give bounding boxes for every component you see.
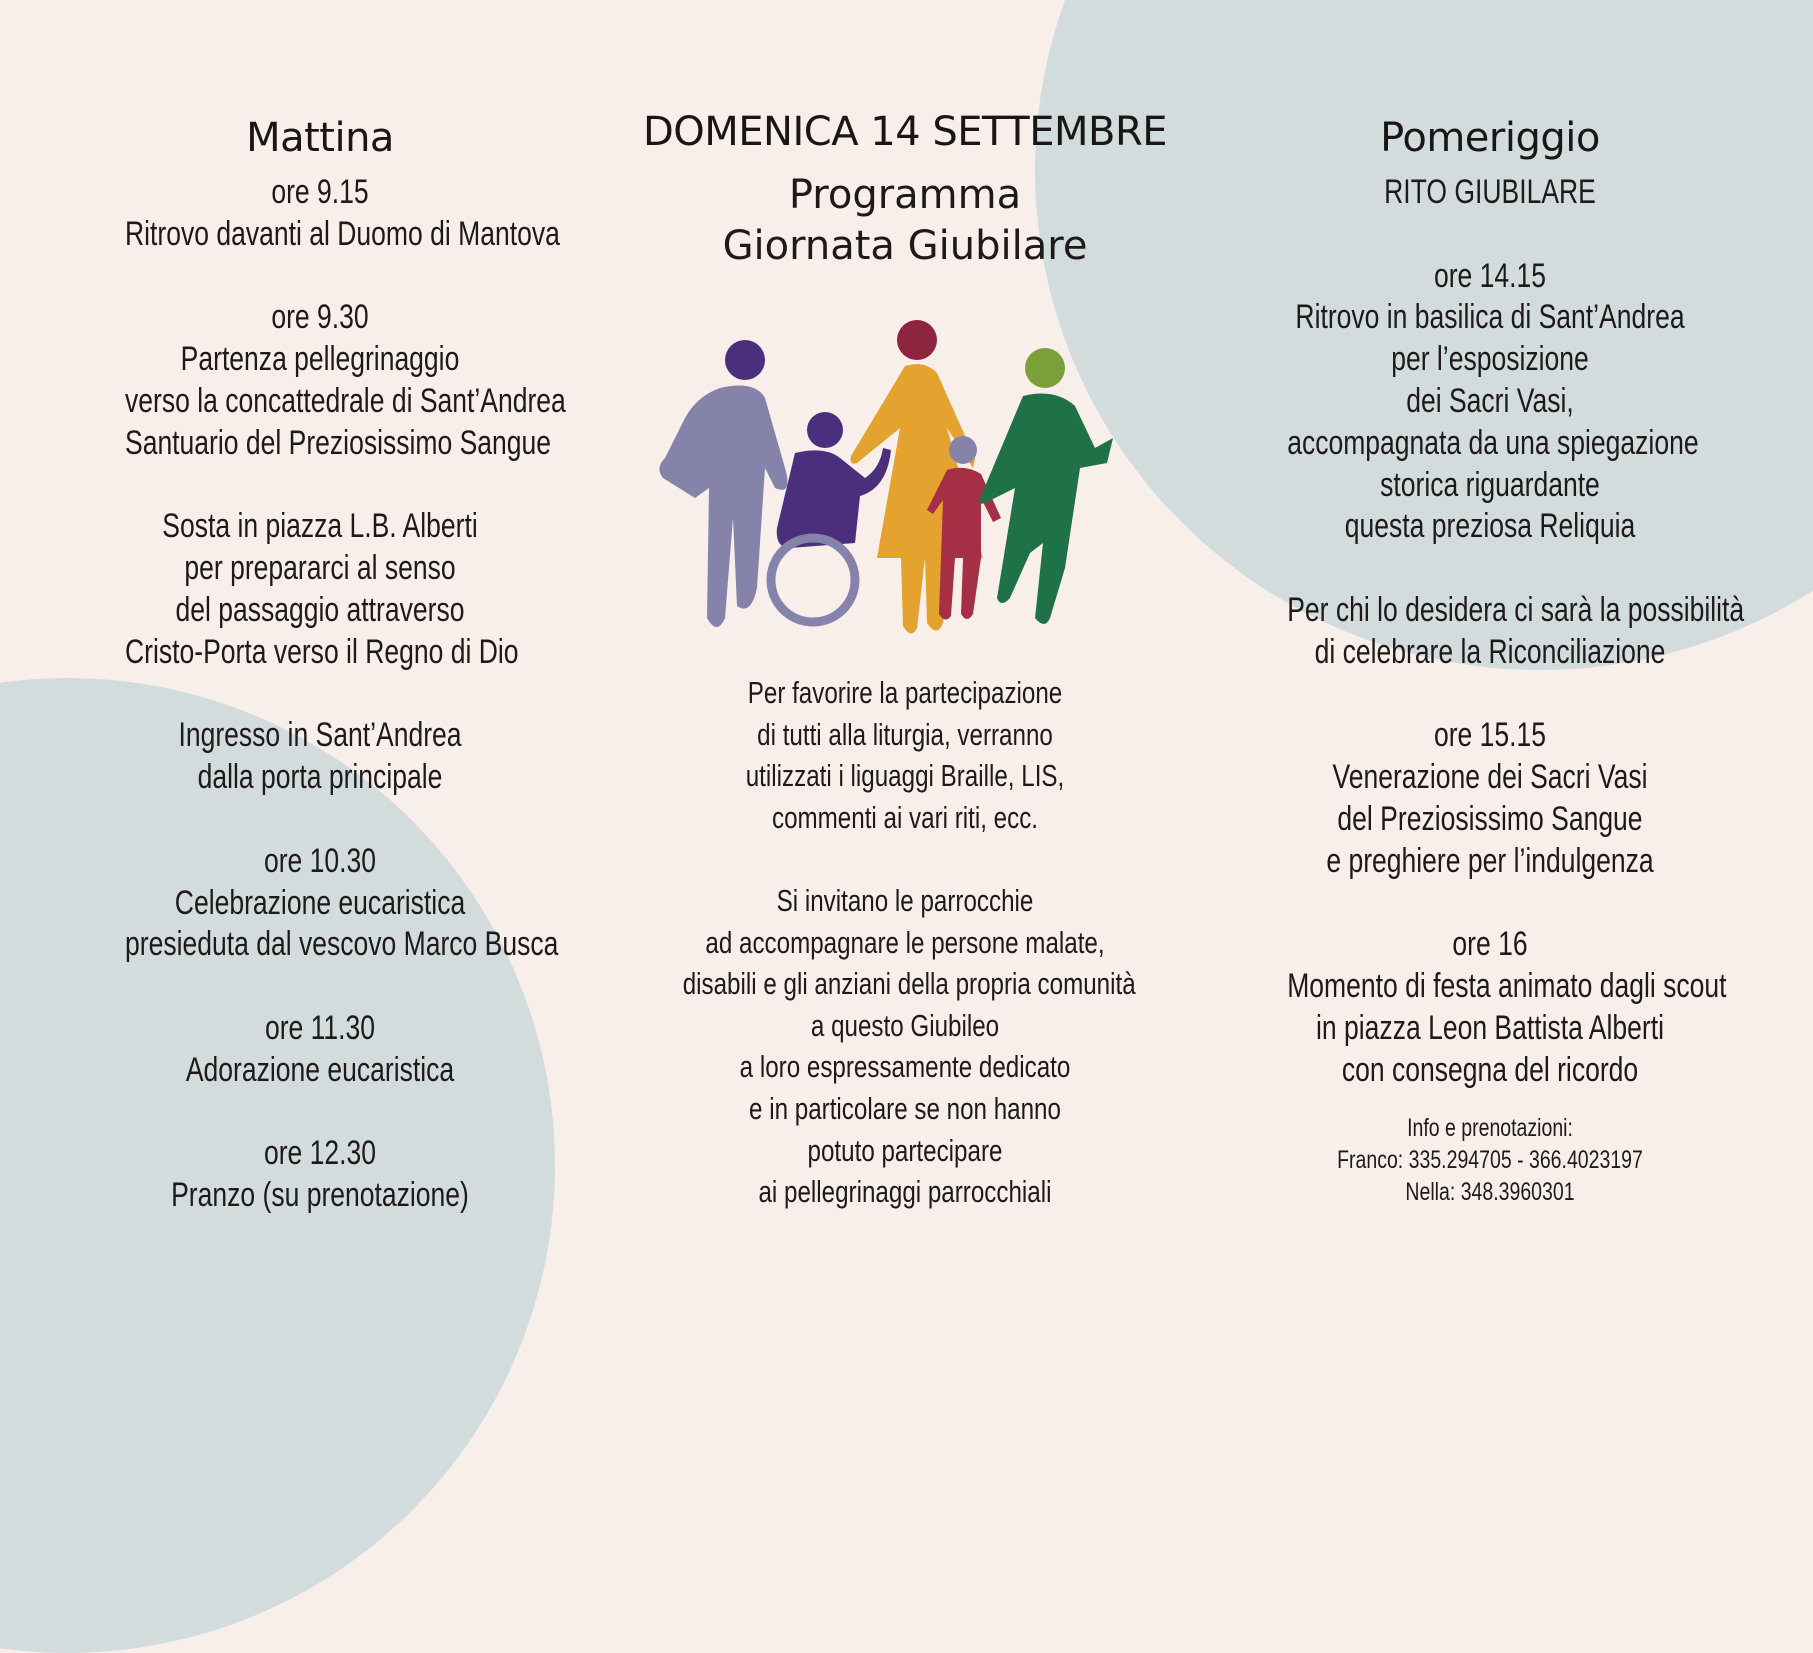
text-line: questa preziosa Reliquia [1344, 507, 1636, 546]
text-line: di tutti alla liturgia, verranno [757, 716, 1053, 752]
text-line: RITO GIUBILARE [1384, 173, 1596, 211]
afternoon-heading: Pomeriggio [1380, 115, 1600, 162]
subtitle-line: Programma [788, 172, 1022, 218]
morning-heading: Mattina [246, 115, 394, 162]
schedule-block [70, 506, 570, 673]
text-line: del Preziosissimo Sangue [1337, 799, 1643, 838]
schedule-block [70, 297, 570, 464]
morning-schedule [70, 172, 570, 1259]
text-line: e preghiere per l’indulgenza [1326, 841, 1654, 880]
text-line: Celebrazione eucaristica [174, 883, 466, 922]
note-paragraph [620, 880, 1190, 1213]
schedule-block [70, 1008, 570, 1092]
schedule-block [70, 1133, 570, 1217]
text-line: ore 9.15 [271, 173, 369, 211]
text-line: del passaggio attraverso [175, 590, 465, 629]
afternoon-schedule [1230, 172, 1750, 1133]
text-line: Sosta in piazza L.B. Alberti [162, 507, 478, 546]
text-line: verso la concattedrale di Sant’Andrea [125, 381, 566, 420]
text-line: Per chi lo desidera ci sarà la possibilità [1287, 590, 1745, 629]
info-line: Info e prenotazioni: [1407, 1114, 1573, 1142]
text-line: accompagnata da una spiegazione [1287, 423, 1699, 462]
text-line: Adorazione eucaristica [185, 1050, 455, 1089]
schedule-block [1230, 256, 1750, 549]
text-line: Ritrovo in basilica di Sant’Andrea [1295, 298, 1685, 337]
green-figure [980, 348, 1113, 624]
text-line: dalla porta principale [197, 758, 443, 797]
text-line: ore 15.15 [1433, 716, 1547, 755]
text-line: ore 11.30 [264, 1008, 376, 1047]
text-line: potuto partecipare [807, 1132, 1003, 1168]
text-line: ore 14.15 [1433, 256, 1547, 295]
schedule-block [1230, 924, 1750, 1091]
schedule-block [1230, 590, 1750, 674]
text-line: Si invitano le parrocchie [776, 882, 1034, 918]
text-line: ore 10.30 [263, 841, 377, 880]
text-line: ad accompagnare le persone malate, [705, 924, 1105, 960]
text-line: commenti ai vari riti, ecc. [771, 799, 1039, 835]
page-title: DOMENICA 14 SETTEMBRE [642, 108, 1168, 155]
text-line: dei Sacri Vasi, [1406, 381, 1574, 420]
text-line: Santuario del Preziosissimo Sangue [125, 423, 552, 462]
schedule-block [70, 172, 570, 256]
text-line: Cristo-Porta verso il Regno di Dio [125, 632, 519, 671]
schedule-block [1230, 172, 1750, 214]
text-line: presieduta dal vescovo Marco Busca [125, 925, 559, 964]
text-line: Ritrovo davanti al Duomo di Mantova [125, 214, 560, 253]
text-line: Venerazione dei Sacri Vasi [1332, 758, 1648, 797]
text-line: con consegna del ricordo [1341, 1050, 1639, 1089]
text-line: disabili e gli anziani della propria comunità [682, 966, 1136, 1002]
text-line: a questo Giubileo [810, 1007, 1000, 1043]
subtitle-line: Giornata Giubilare [722, 223, 1088, 269]
contact-info [1230, 1112, 1750, 1208]
text-line: Partenza pellegrinaggio [180, 340, 460, 379]
program-subtitle [620, 170, 1190, 272]
schedule-block [1230, 715, 1750, 882]
text-line: ore 9.30 [271, 298, 369, 337]
family-figures-illustration [625, 318, 1185, 638]
text-line: Per favorire la partecipazione [747, 675, 1063, 710]
text-line: per l’esposizione [1391, 340, 1589, 379]
text-line: ore 16 [1452, 925, 1528, 964]
info-line: Franco: 335.294705 - 366.4023197 [1337, 1146, 1643, 1174]
text-line: Momento di festa animato dagli scout [1287, 967, 1727, 1006]
info-line: Nella: 348.3960301 [1405, 1178, 1575, 1206]
center-notes [620, 672, 1190, 1254]
text-line: Pranzo (su prenotazione) [171, 1176, 469, 1215]
text-line: storica riguardante [1380, 465, 1600, 504]
text-line: ai pellegrinaggi parrocchiali [758, 1174, 1052, 1210]
text-line: a loro espressamente dedicato [739, 1049, 1071, 1085]
text-line: e in particolare se non hanno [749, 1090, 1061, 1126]
text-line: in piazza Leon Battista Alberti [1316, 1008, 1664, 1047]
text-line: Ingresso in Sant’Andrea [178, 716, 462, 755]
text-line: utilizzati i liguaggi Braille, LIS, [745, 758, 1065, 794]
text-line: ore 12.30 [263, 1134, 377, 1173]
schedule-block [70, 841, 570, 966]
text-line: di celebrare la Riconciliazione [1314, 632, 1666, 671]
note-paragraph [620, 672, 1190, 838]
schedule-block [70, 715, 570, 799]
text-line: per prepararci al senso [184, 549, 456, 588]
